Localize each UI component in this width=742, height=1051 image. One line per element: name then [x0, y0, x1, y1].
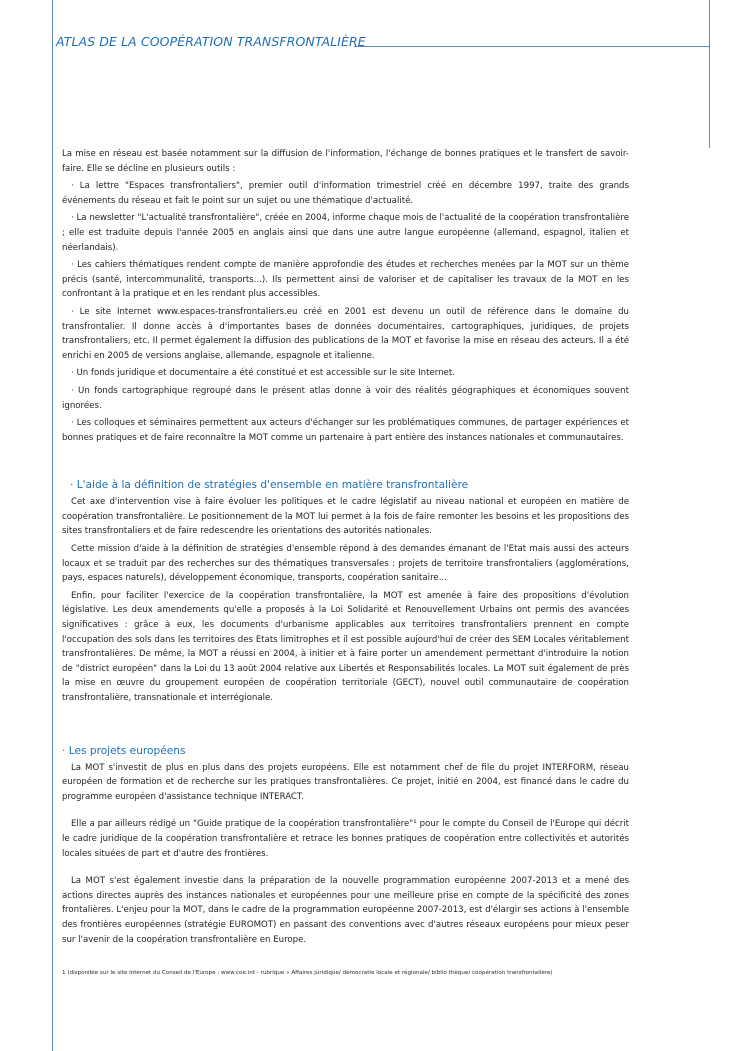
projects-paragraph: Elle a par ailleurs rédigé un "Guide pratique de la coopération transfrontalière"¹ pour le compte du Conseil de l'Europe qui décrit le cadre juridique de la coopération transfrontalière et retrace les bonnes pratiques de coopération entre collectivités et autorités locales situées de part et d'autre des frontières.: [62, 819, 629, 859]
projects-paragraph: La MOT s'est également investie dans la préparation de la nouvelle programmation européenne 2007-2013 et a mené des actions directes auprès des instances nationales et européennes pour une meilleure prise en compte de la spécificité des zones frontalières. L'enjeu pour la MOT, dans le cadre de la programmation européenne 2007-2013, est d'élargir ses actions à l'ensemble des frontières européennes (stratégie EUROMOT) en passant des conventions avec d'autres réseaux européens pour mieux peser sur l'avenir de la coopération transfrontalière en Europe.: [62, 876, 629, 945]
section-heading-european-projects: · Les projets européens: [62, 744, 186, 757]
intro-paragraph: La mise en réseau est basée notamment sur la diffusion de l'information, l'échange de bonnes pratiques et le transfert de savoir-faire. Elle se décline en plusieurs outils :: [62, 149, 629, 174]
page-body: [62, 147, 629, 983]
intro-bullet-newsletter-letter: · La lettre "Espaces transfrontaliers", premier outil d'information trimestriel créé en décembre 1997, traite des grands événements du réseau et fait le point sur un sujet ou une thématique d'actualité.: [62, 181, 629, 206]
intro-bullet-newsletter: · La newsletter "L'actualité transfrontalière", créée en 2004, informe chaque mois de l'actualité de la coopération transfrontalière ; elle est traduite depuis l'année 2005 en anglais ainsi que dans une autre langue européenne (allemand, espagnol, italien et néerlandais).: [62, 213, 629, 253]
right-margin-rule: [709, 0, 710, 148]
left-margin-rule: [52, 0, 53, 1051]
section-heading-strategies: · L'aide à la définition de stratégies d'ensemble en matière transfrontalière: [70, 479, 469, 492]
strategies-paragraph: Cette mission d'aide à la définition de stratégies d'ensemble répond à des demandes émanant de l'Etat mais aussi des acteurs locaux et se traduit par des recherches sur des thématiques transversales : projets de territoire transfrontaliers (agglomérations, pays, espaces naturels), développement économique, transports, coopération sanitaire...: [62, 544, 629, 584]
footnote: 1 (disponible sur le site internet du Conseil de l'Europe : www.coe.int - rubrique « Affaires juridique/ démocratie locale et régionale/ biblio thèque/ coopération transfrontalière): [62, 970, 553, 977]
intro-bullet-website: · Le site Internet www.espaces-transfrontaliers.eu créé en 2001 est devenu un outil de référence dans le domaine du transfrontalier. Il donne accès à d'importantes bases de données documentaires, cartographiques, juridiques, de projets transfrontaliers, etc. Il permet également la diffusion des publications de la MOT et favorise la mise en réseau des acteurs. Il a été enrichi en 2005 de versions anglaise, allemande, espagnole et italienne.: [62, 306, 629, 361]
intro-bullet-thematic-notebooks: · Les cahiers thématiques rendent compte de manière approfondie des études et recherches menées par la MOT sur un thème précis (santé, intercommunalité, transports...). Ils permettent ainsi de valoriser et de capitaliser les travaux de la MOT en les confrontant à la pratique et en les rendant plus accessibles.: [62, 260, 629, 300]
intro-bullet-map-fund: · Un fonds cartographique regroupé dans le présent atlas donne à voir des réalités géographiques et économiques souvent ignorées.: [62, 385, 629, 411]
intro-bullet-seminars: · Les colloques et séminaires permettent aux acteurs d'échanger sur les problématiques communes, de partager expériences et bonnes pratiques et de faire reconnaître la MOT comme un partenaire à part entière des instances nationales et communautaires.: [62, 418, 629, 443]
intro-bullet-legal-fund: · Un fonds juridique et documentaire a été constitué et est accessible sur le site Internet.: [71, 368, 455, 379]
projects-paragraph: La MOT s'investit de plus en plus dans des projets européens. Elle est notamment chef de file du projet INTERFORM, réseau européen de formation et de recherche sur les pratiques transfrontalières. Ce projet, initié en 2004, est financé dans le cadre du programme européen d'assistance technique INTERACT.: [62, 762, 629, 802]
strategies-paragraph: Enfin, pour faciliter l'exercice de la coopération transfrontalière, la MOT est amenée à faire des propositions d'évolution législative. Les deux amendements qu'elle a proposés à la Loi Solidarité et Renouvellement Urbains ont permis des avancées significatives : grâce à eux, les documents d'urbanisme applicables aux territoires transfrontaliers prennent en compte l'occupation des sols dans les territoires des Etats limitrophes et il est possible aujourd'hui de créer des SEM Locales véritablement transfrontalières. De même, la MOT a réussi en 2004, à initier et à faire porter un amendement permettant d'introduire la notion de "district européen" dans la Loi du 13 août 2004 relative aux Libertés et Responsabilités locales. La MOT suit également de près la mise en œuvre du groupement européen de coopération territoriale (GECT), nouvel outil communautaire de coopération transfrontalière, transnationale et interrégionale.: [62, 590, 629, 703]
page-header-title: ATLAS DE LA COOPÉRATION TRANSFRONTALIÈRE: [56, 34, 366, 49]
strategies-paragraph: Cet axe d'intervention vise à faire évoluer les politiques et le cadre législatif au niveau national et européen en matière de coopération transfrontalière. Le positionnement de la MOT lui permet à la fois de faire remonter les besoins et les propositions des sites transfrontaliers et de faire redescendre les orientations des autorités nationales.: [62, 497, 629, 537]
header-rule: [354, 46, 710, 47]
